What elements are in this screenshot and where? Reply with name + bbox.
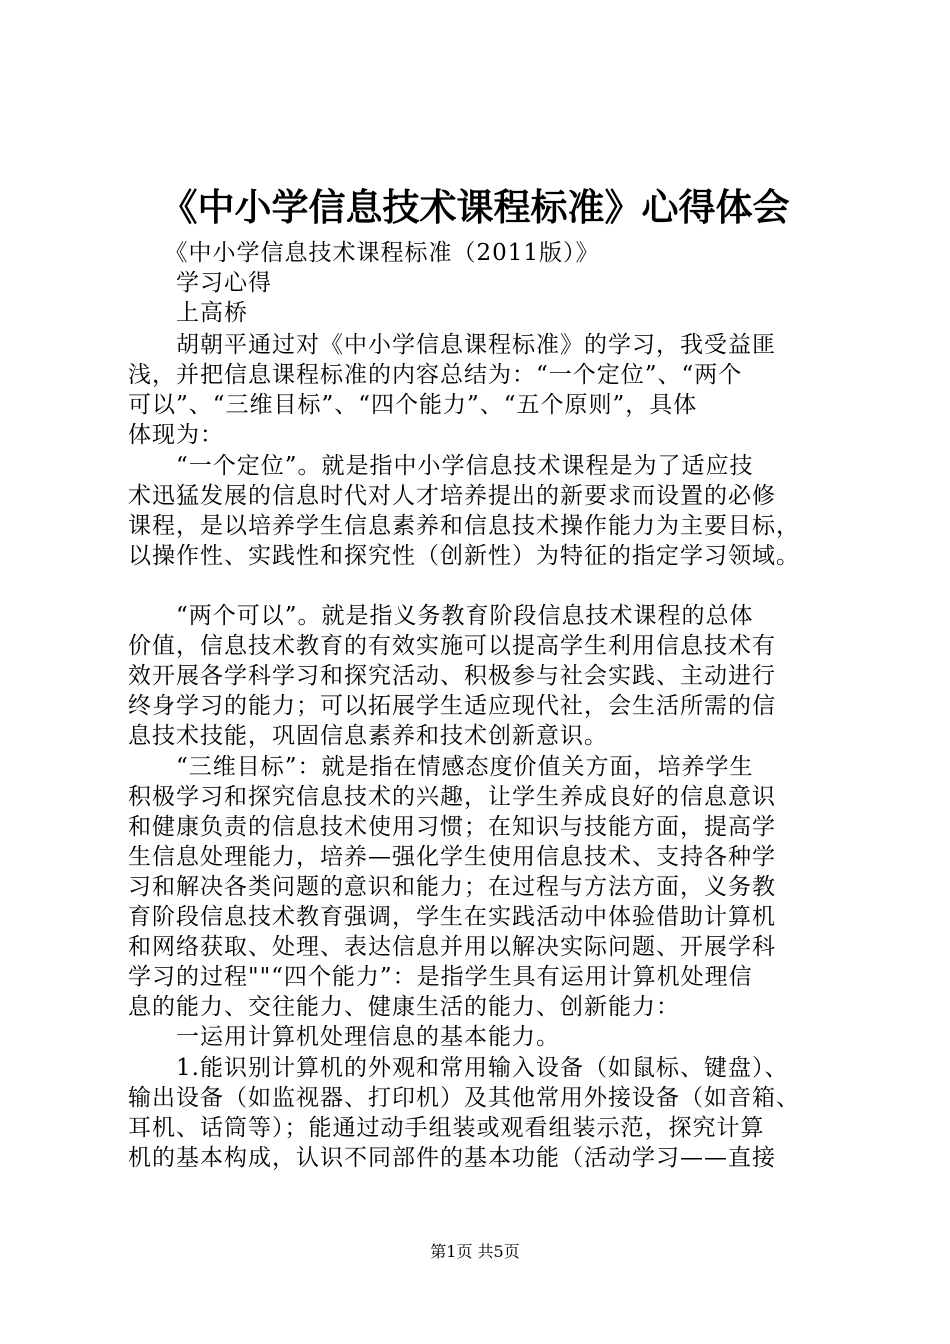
paragraph-line: 输出设备（如监视器、打印机）及其他常用外接设备（如音箱、 xyxy=(128,1085,800,1111)
paragraph-line: 习和解决各类问题的意识和能力；在过程与方法方面，义务教 xyxy=(128,874,776,900)
paragraph-line: 术迅猛发展的信息时代对人才培养提出的新要求而设置的必修 xyxy=(128,483,776,509)
paragraph-line: 终身学习的能力；可以拓展学生适应现代社，会生活所需的信 xyxy=(128,693,776,719)
paragraph-line: 学习心得 xyxy=(128,270,272,296)
paragraph-line: 胡朝平通过对《中小学信息课程标准》的学习，我受益匪 xyxy=(128,332,776,358)
paragraph-line: 可以”、“三维目标”、“四个能力”、“五个原则”，具体 xyxy=(128,392,698,418)
paragraph-line: 机的基本构成，认识不同部件的基本功能（活动学习——直接 xyxy=(128,1145,776,1171)
paragraph-line: “三维目标”：就是指在情感态度价值关方面，培养学生 xyxy=(128,754,754,780)
paragraph-line: 生信息处理能力，培养—强化学生使用信息技术、支持各种学 xyxy=(128,844,776,870)
paragraph-line: 课程，是以培养学生信息素养和信息技术操作能力为主要目标， xyxy=(128,513,800,539)
paragraph-line: “一个定位”。就是指中小学信息技术课程是为了适应技 xyxy=(128,453,754,479)
paragraph-line: 《中小学信息技术课程标准（2011版）》 xyxy=(128,240,600,266)
paragraph-line: 积极学习和探究信息技术的兴趣，让学生养成良好的信息意识 xyxy=(128,784,776,810)
paragraph-line: 育阶段信息技术教育强调，学生在实践活动中体验借助计算机 xyxy=(128,904,776,930)
paragraph-line: 体现为： xyxy=(128,422,224,448)
paragraph-line: 1.能识别计算机的外观和常用输入设备（如鼠标、键盘）、 xyxy=(128,1055,789,1081)
paragraph-line: 耳机、话筒等）；能通过动手组装或观看组装示范，探究计算 xyxy=(128,1115,765,1141)
paragraph-line: “两个可以”。就是指义务教育阶段信息技术课程的总体 xyxy=(128,603,754,629)
page-footer: 第1页 共5页 xyxy=(430,1242,520,1261)
paragraph-line: 和健康负责的信息技术使用习惯；在知识与技能方面，提高学 xyxy=(128,814,776,840)
paragraph-line: 上高桥 xyxy=(128,300,248,326)
paragraph-line: 以操作性、实践性和探究性（创新性）为特征的指定学习领域。 xyxy=(128,543,800,569)
paragraph-line: 一运用计算机处理信息的基本能力。 xyxy=(128,1024,560,1050)
paragraph-line: 息技术技能，巩固信息素养和技术创新意识。 xyxy=(128,723,608,749)
paragraph-line: 价值，信息技术教育的有效实施可以提高学生利用信息技术有 xyxy=(128,633,776,659)
paragraph-line: 浅，并把信息课程标准的内容总结为：“一个定位”、“两个 xyxy=(128,362,743,388)
paragraph-line: 学习的过程""“四个能力”：是指学生具有运用计算机处理信 xyxy=(128,964,753,990)
paragraph-line: 效开展各学科学习和探究活动、积极参与社会实践、主动进行 xyxy=(128,663,776,689)
paragraph-line: 和网络获取、处理、表达信息并用以解决实际问题、开展学科 xyxy=(128,934,776,960)
paragraph-line: 息的能力、交往能力、健康生活的能力、创新能力： xyxy=(128,994,680,1020)
page-title: 《中小学信息技术课程标准》心得体会 xyxy=(160,186,790,229)
